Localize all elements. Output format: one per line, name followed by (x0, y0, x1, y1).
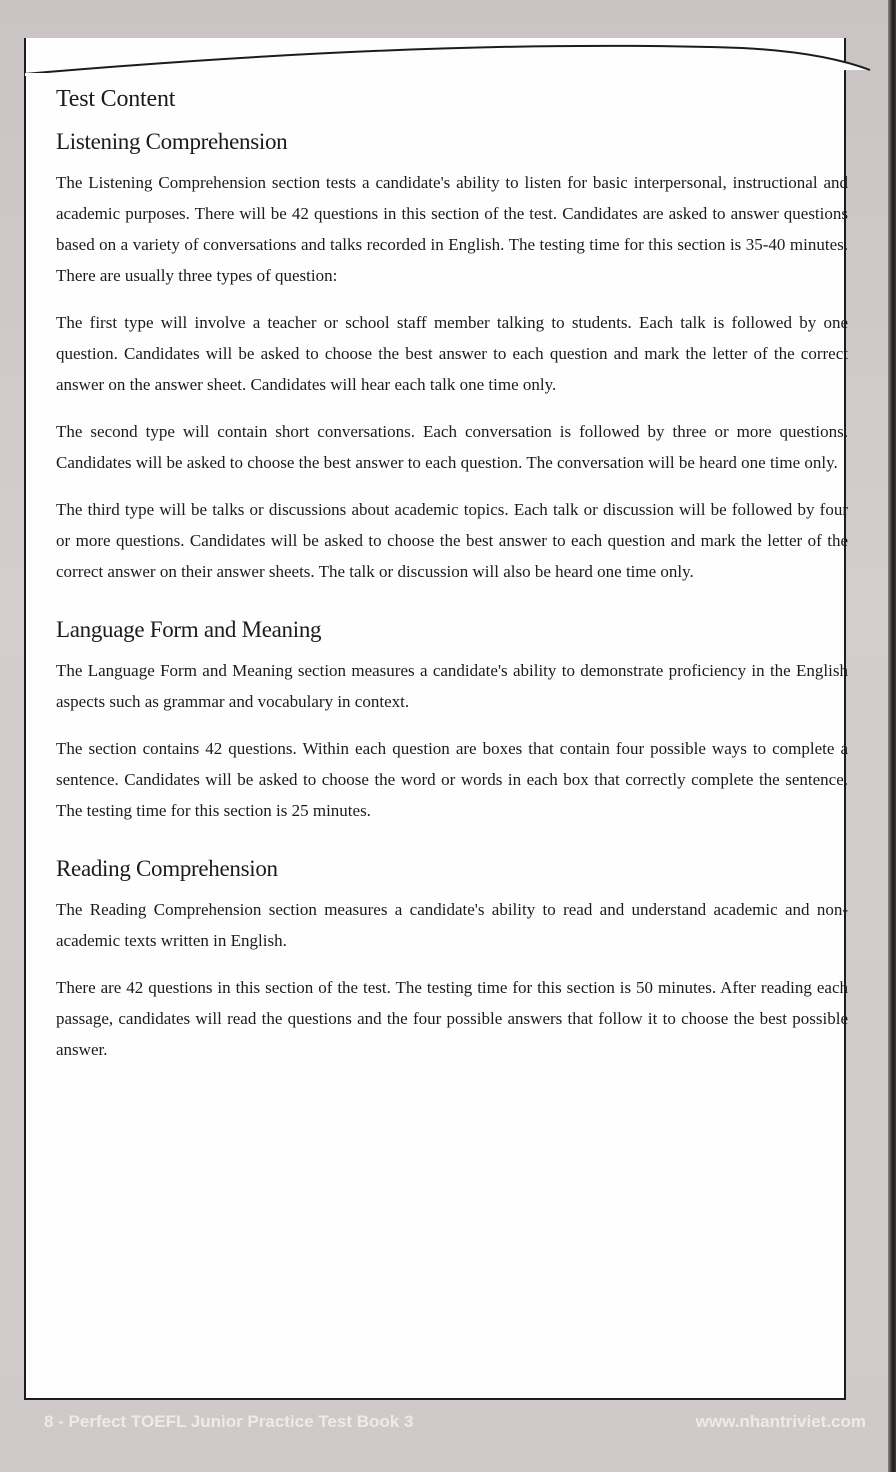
page-title: Test Content (56, 86, 176, 112)
section-heading: Listening Comprehension (56, 129, 288, 154)
paragraph: The Reading Comprehension section measures a candidate's ability to read and understand academic and non-academic texts written in English. (56, 900, 848, 950)
page-content (56, 86, 856, 1081)
footer-website: www.nhantriviet.com (695, 1412, 866, 1431)
section-reading (56, 856, 856, 1065)
paragraph: The second type will contain short conversations. Each conversation is followed by three or more questions. Candidates will be asked to choose the best answer to each question. The conversation will be heard one time only. (56, 422, 848, 472)
section-language-form (56, 617, 856, 826)
page-footer (44, 1412, 866, 1438)
paragraph: The section contains 42 questions. Within each question are boxes that contain four possible ways to complete a sentence. Candidates will be asked to choose the word or words in each box that correctly complete the sentence. The testing time for this section is 25 minutes. (56, 739, 848, 820)
section-listening (56, 129, 856, 587)
paragraph: The Listening Comprehension section tests a candidate's ability to listen for basic interpersonal, instructional and academic purposes. There will be 42 questions in this section of the test. Candidates are asked to answer questions based on a variety of conversations and talks recorded in English. The testing time for this section is 35-40 minutes. There are usually three types of question: (56, 173, 848, 285)
paragraph: The Language Form and Meaning section measures a candidate's ability to demonstrate proficiency in the English aspects such as grammar and vocabulary in context. (56, 661, 848, 711)
section-heading: Reading Comprehension (56, 856, 278, 881)
book-spine-shadow (888, 0, 896, 1472)
paragraph: There are 42 questions in this section of the test. The testing time for this section is 50 minutes. After reading each passage, candidates will read the questions and the four possible answers that follow it to choose the best possible answer. (56, 978, 848, 1059)
paragraph: The first type will involve a teacher or school staff member talking to students. Each talk is followed by one question. Candidates will be asked to choose the best answer to each question and mark the letter of the correct answer on the answer sheet. Candidates will hear each talk one time only. (56, 313, 848, 394)
footer-book-title: 8 - Perfect TOEFL Junior Practice Test Book 3 (44, 1412, 414, 1431)
paragraph: The third type will be talks or discussions about academic topics. Each talk or discussion will be followed by four or more questions. Candidates will be asked to choose the best answer to each question and mark the letter of the correct answer on their answer sheets. The talk or discussion will also be heard one time only. (56, 500, 848, 581)
section-heading: Language Form and Meaning (56, 617, 322, 642)
